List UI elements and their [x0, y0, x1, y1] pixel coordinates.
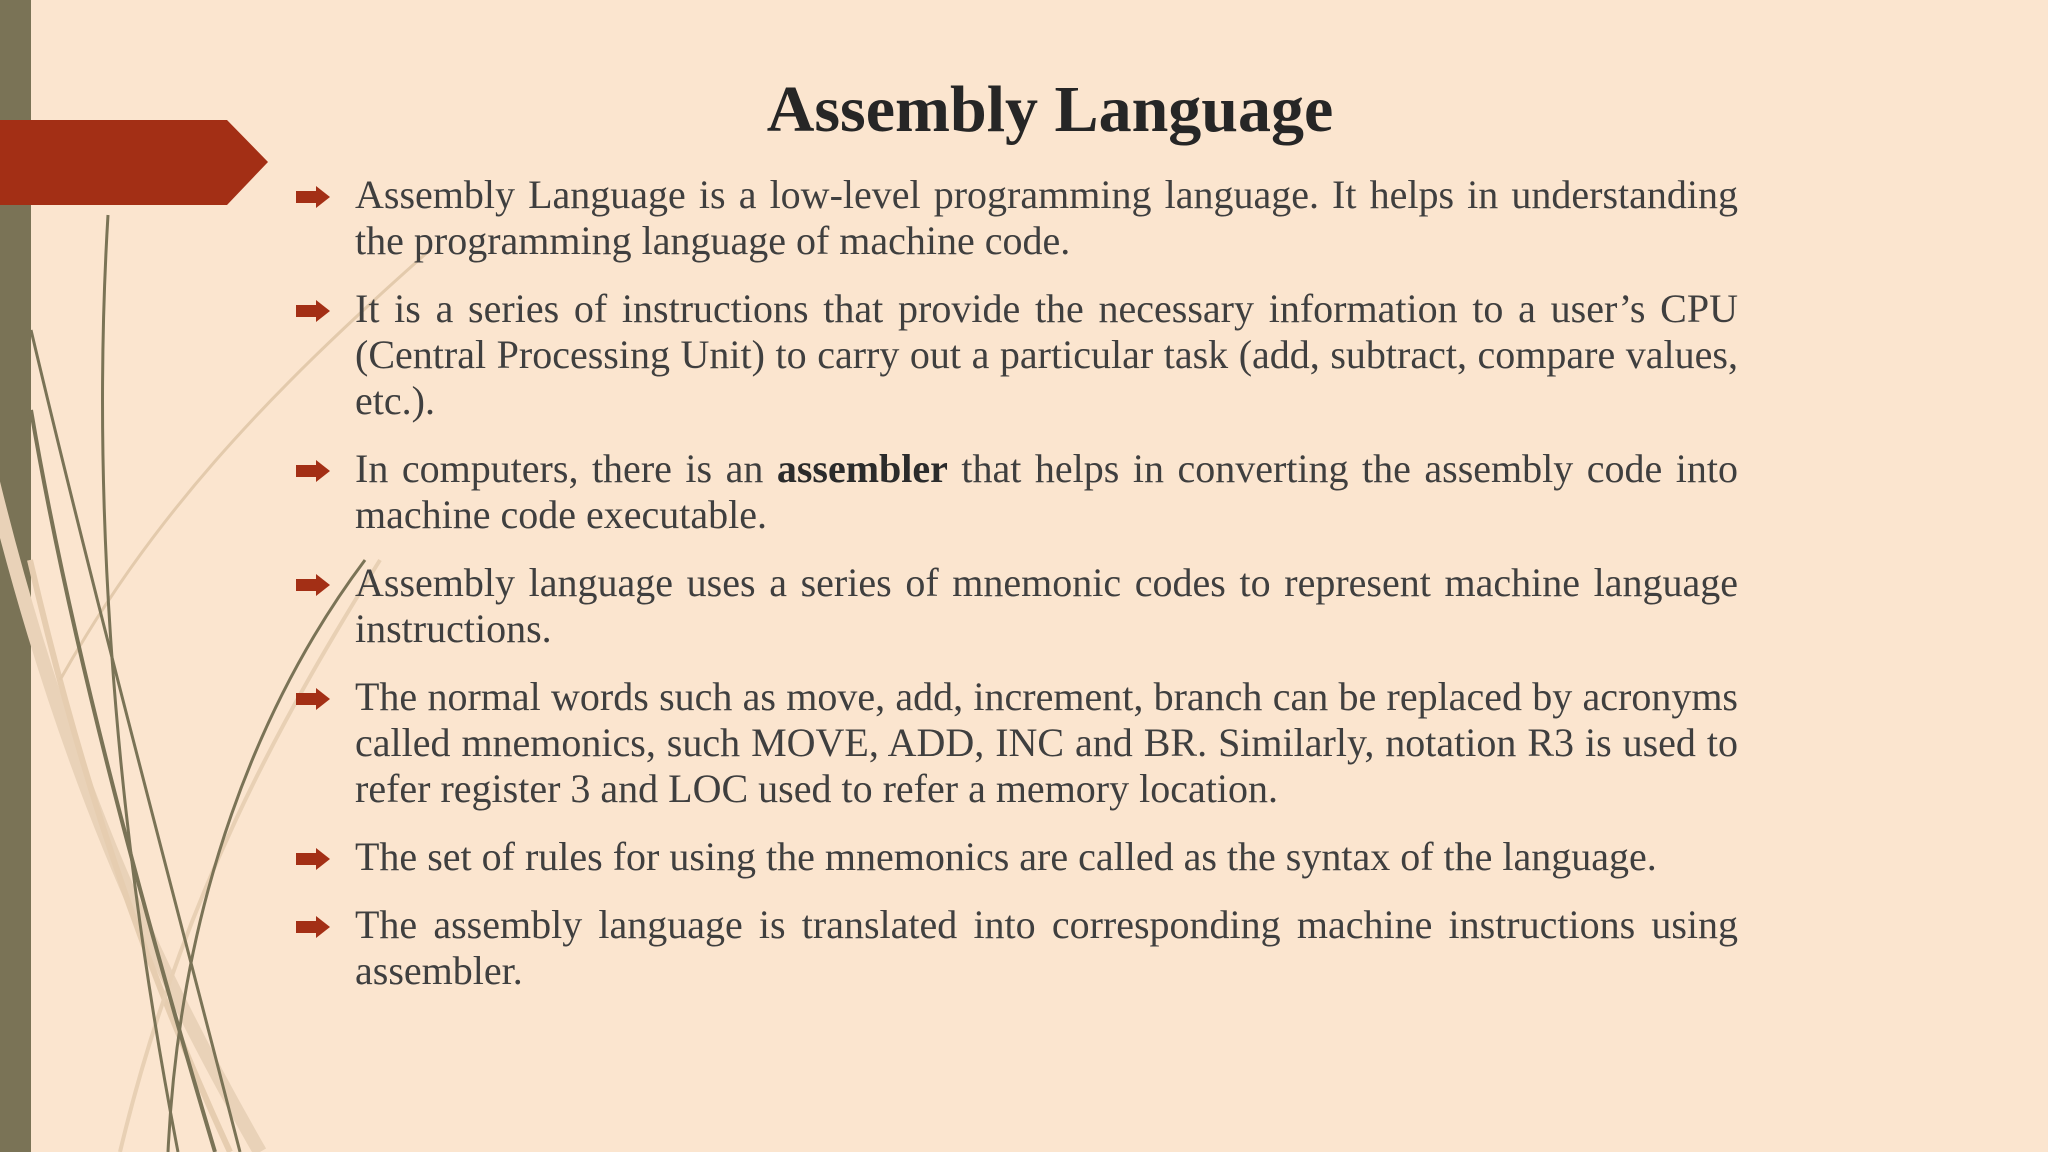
right-arrow-bullet-icon — [296, 688, 330, 710]
bullet-item — [296, 674, 1738, 812]
bullet-item — [296, 902, 1738, 994]
bullet-item — [296, 172, 1738, 264]
bullet-list — [296, 172, 1738, 1016]
bullet-text: Assembly language uses a series of mnemonic codes to represent machine language instructions. — [355, 560, 1738, 651]
bullet-text-bold: assembler — [776, 446, 948, 491]
bullet-text-after: that helps in converting the assembly code into machine code executable. — [355, 446, 1738, 537]
bullet-text: The assembly language is translated into corresponding machine instructions using assembler. — [355, 902, 1738, 993]
bullet-item — [296, 560, 1738, 652]
bullet-text: The set of rules for using the mnemonics are called as the syntax of the language. — [355, 834, 1657, 879]
bullet-text: The normal words such as move, add, increment, branch can be replaced by acronyms called mnemonics, such MOVE, ADD, INC and BR. Similarly, notation R3 is used to refer register 3 and LOC used to refer a memory location. — [355, 674, 1738, 811]
right-arrow-bullet-icon — [296, 300, 330, 322]
bullet-text: Assembly Language is a low-level programming language. It helps in understanding the programming language of machine code. — [355, 172, 1738, 263]
slide-title: Assembly Language — [766, 73, 1334, 146]
bullet-item — [296, 446, 1738, 538]
bullet-text-before: In computers, there is an — [355, 446, 777, 491]
right-arrow-bullet-icon — [296, 186, 330, 208]
right-arrow-bullet-icon — [296, 916, 330, 938]
right-arrow-bullet-icon — [296, 848, 330, 870]
bullet-text — [355, 446, 1738, 537]
right-arrow-bullet-icon — [296, 574, 330, 596]
bullet-text: It is a series of instructions that provide the necessary information to a user’s CPU (Central Processing Unit) to carry out a particular task (add, subtract, compare values, etc.). — [355, 286, 1738, 423]
bullet-item — [296, 834, 1738, 880]
bullet-item — [296, 286, 1738, 424]
right-arrow-bullet-icon — [296, 460, 330, 482]
